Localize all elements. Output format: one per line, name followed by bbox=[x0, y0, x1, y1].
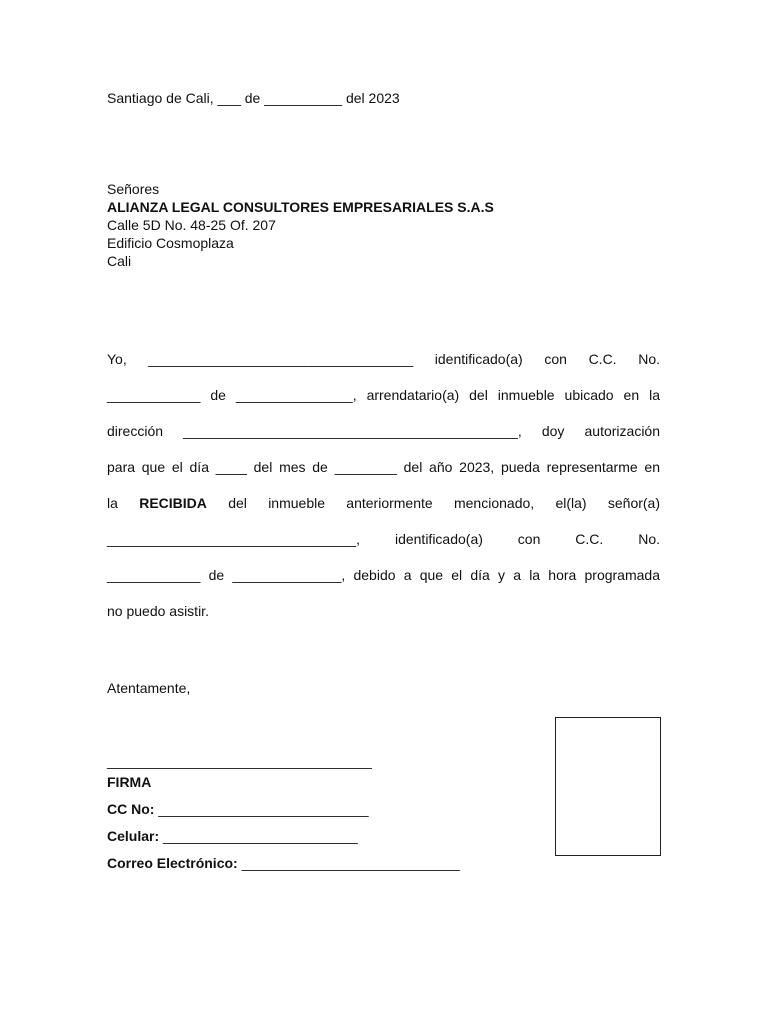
closing-text: Atentamente, bbox=[107, 680, 191, 696]
recipient-building: Edificio Cosmoplaza bbox=[107, 235, 234, 251]
cc-label: CC No: bbox=[107, 801, 155, 817]
recipient-city: Cali bbox=[107, 253, 132, 269]
authorization-body bbox=[107, 341, 660, 629]
body-line-5-prefix: la bbox=[107, 495, 118, 511]
body-line-4: para que el día ____ del mes de ________ del año 2023, pueda representarme en bbox=[107, 459, 660, 475]
firma-label: FIRMA bbox=[107, 774, 152, 790]
cc-blank: ___________________________ bbox=[158, 801, 369, 817]
celular-blank: _________________________ bbox=[163, 828, 358, 844]
photo-box bbox=[555, 717, 661, 856]
celular-label: Celular: bbox=[107, 828, 160, 844]
date-line: Santiago de Cali, ___ de __________ del 2023 bbox=[107, 90, 400, 106]
recipient-company: ALIANZA LEGAL CONSULTORES EMPRESARIALES S.A.S bbox=[107, 199, 494, 215]
body-line-8: no puedo asistir. bbox=[107, 603, 209, 619]
body-line-2: ____________ de _______________, arrendatario(a) del inmueble ubicado en la bbox=[107, 387, 660, 403]
body-line-1: Yo, __________________________________ identificado(a) con C.C. No. bbox=[107, 351, 660, 367]
recipient-salutation: Señores bbox=[107, 181, 160, 197]
body-line-7: ____________ de ______________, debido a que el día y a la hora programada bbox=[107, 567, 660, 583]
email-label: Correo Electrónico: bbox=[107, 855, 238, 871]
recipient-address: Calle 5D No. 48-25 Of. 207 bbox=[107, 217, 276, 233]
celular-row bbox=[107, 823, 460, 850]
signature-block bbox=[107, 769, 460, 877]
email-row bbox=[107, 850, 460, 877]
body-line-5 bbox=[107, 485, 660, 521]
signature-line: __________________________________ bbox=[107, 753, 372, 769]
recipient-block bbox=[107, 180, 494, 270]
recibida-bold: RECIBIDA bbox=[139, 495, 207, 511]
body-line-6: ________________________________, identificado(a) con C.C. No. bbox=[107, 531, 660, 547]
body-line-5-suffix: del inmueble anteriormente mencionado, el(la) señor(a) bbox=[228, 495, 661, 511]
cc-row bbox=[107, 796, 460, 823]
email-blank: ____________________________ bbox=[241, 855, 460, 871]
body-line-3: dirección ___________________________________________, doy autorización bbox=[107, 423, 660, 439]
